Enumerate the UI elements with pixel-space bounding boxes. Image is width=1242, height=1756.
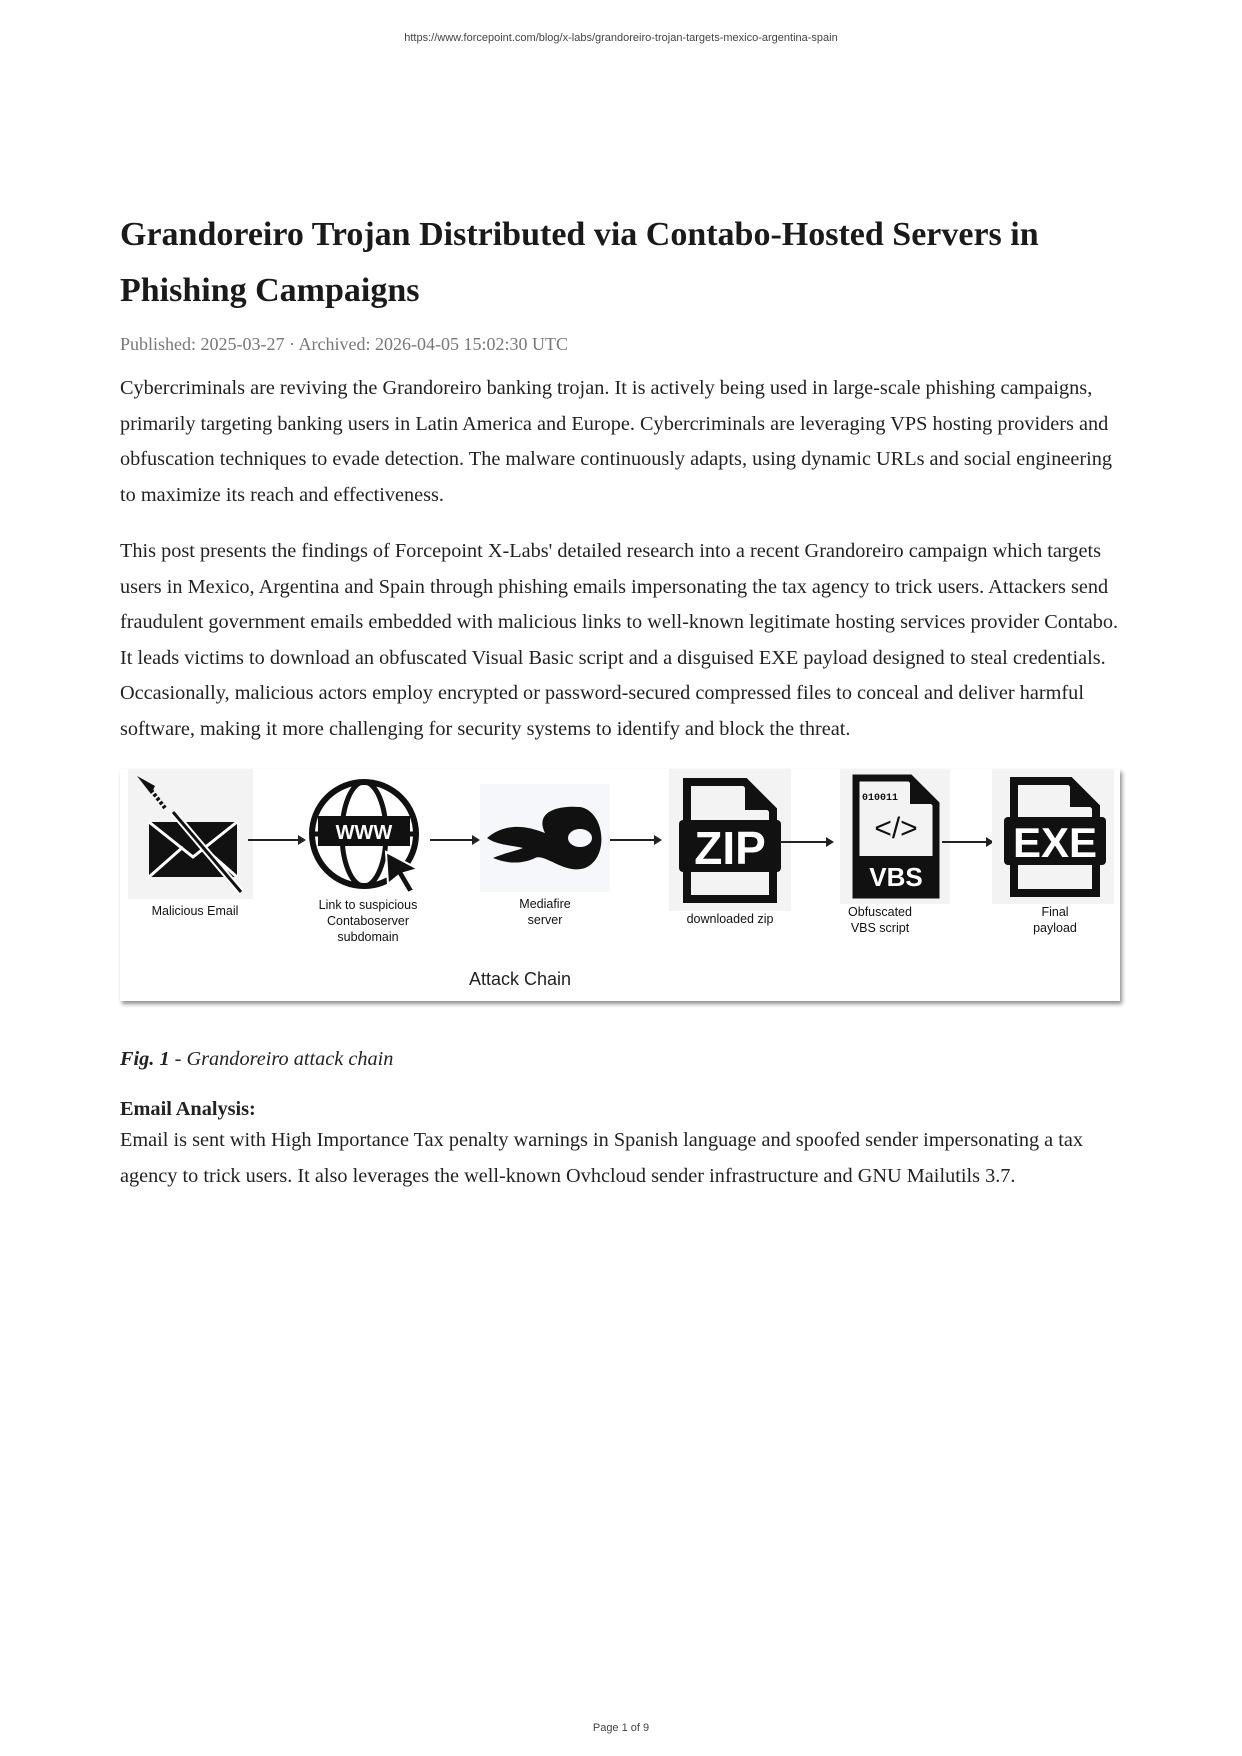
svg-text:EXE: EXE <box>1012 818 1097 866</box>
svg-text:010011: 010011 <box>861 793 898 804</box>
zip-file-icon <box>669 769 791 911</box>
step-vbs <box>825 769 965 936</box>
step-label: Malicious Email <box>151 904 239 918</box>
attack-chain-figure <box>120 769 1120 1001</box>
step-link <box>298 769 438 945</box>
mediafire-icon <box>480 784 610 892</box>
step-label: Final payload <box>1033 905 1077 935</box>
arrow <box>430 839 478 841</box>
paragraph-intro: Cybercriminals are reviving the Grandoreiro banking trojan. It is actively being used in large-scale phishing campaigns, primarily targeting banking users in Latin America and Europe. Cybercriminals are leveraging VPS hosting providers and obfuscation techniques to evade detection. The malware continuously adapts, using dynamic URLs and social engineering to maximize its reach and effectiveness. <box>120 377 1113 506</box>
page-title: Grandoreiro Trojan Distributed via Contabo-Hosted Servers in Phishing Campaigns <box>120 216 1039 309</box>
page-number: Page 1 of 9 <box>592 1722 650 1734</box>
vbs-file-icon <box>840 769 950 904</box>
www-globe-icon <box>306 769 431 899</box>
svg-text:</>: </> <box>873 812 918 845</box>
malicious-email-icon <box>128 769 253 899</box>
publish-meta: Published: 2025-03-27 · Archived: 2026-04-05 15:02:30 UTC <box>120 334 568 354</box>
step-label: Obfuscated VBS script <box>848 905 912 935</box>
step-mediafire <box>475 784 615 928</box>
svg-text:ZIP: ZIP <box>694 821 766 874</box>
step-exe <box>985 769 1120 936</box>
page-url-header: https://www.forcepoint.com/blog/x-labs/grandoreiro-trojan-targets-mexico-argentina-spain <box>404 32 838 44</box>
paragraph-findings: This post presents the findings of Forcepoint X-Labs' detailed research into a recent Grandoreiro campaign which targets users in Mexico, Argentina and Spain through phishing emails impersonating the tax agency to trick users. Attackers send fraudulent government emails embedded with malicious links to well-known legitimate hosting services provider Contabo. It leads victims to download an obfuscated Visual Basic script and a disguised EXE payload designed to steal credentials. Occasionally, malicious actors employ encrypted or password-secured compressed files to conceal and deliver harmful software, making it more challenging for security systems to identify and block the threat. <box>120 540 1119 740</box>
figure-title: Attack Chain <box>468 969 572 989</box>
arrow <box>610 839 660 841</box>
step-label: Link to suspicious Contaboserver subdomain <box>318 898 418 944</box>
section-heading: Email Analysis: <box>120 1098 256 1120</box>
paragraph-email-analysis: Email is sent with High Importance Tax penalty warnings in Spanish language and spoofed sender impersonating a tax agency to trick users. It also leverages the well-known Ovhcloud sender infrastructure and GNU Mailutils 3.7. <box>120 1129 1084 1187</box>
caption-label: Fig. 1 <box>120 1048 170 1070</box>
arrow <box>248 839 304 841</box>
step-label: downloaded zip <box>686 912 774 926</box>
svg-text:VBS: VBS <box>868 862 923 892</box>
step-malicious-email <box>120 769 260 919</box>
caption-text: - Grandoreiro attack chain <box>169 1048 394 1070</box>
svg-text:WWW: WWW <box>335 822 393 844</box>
step-zip <box>660 769 800 927</box>
step-label: Mediafire server <box>519 897 571 927</box>
article <box>120 207 1125 1194</box>
exe-file-icon <box>992 769 1114 904</box>
figure-caption <box>120 1048 1125 1071</box>
